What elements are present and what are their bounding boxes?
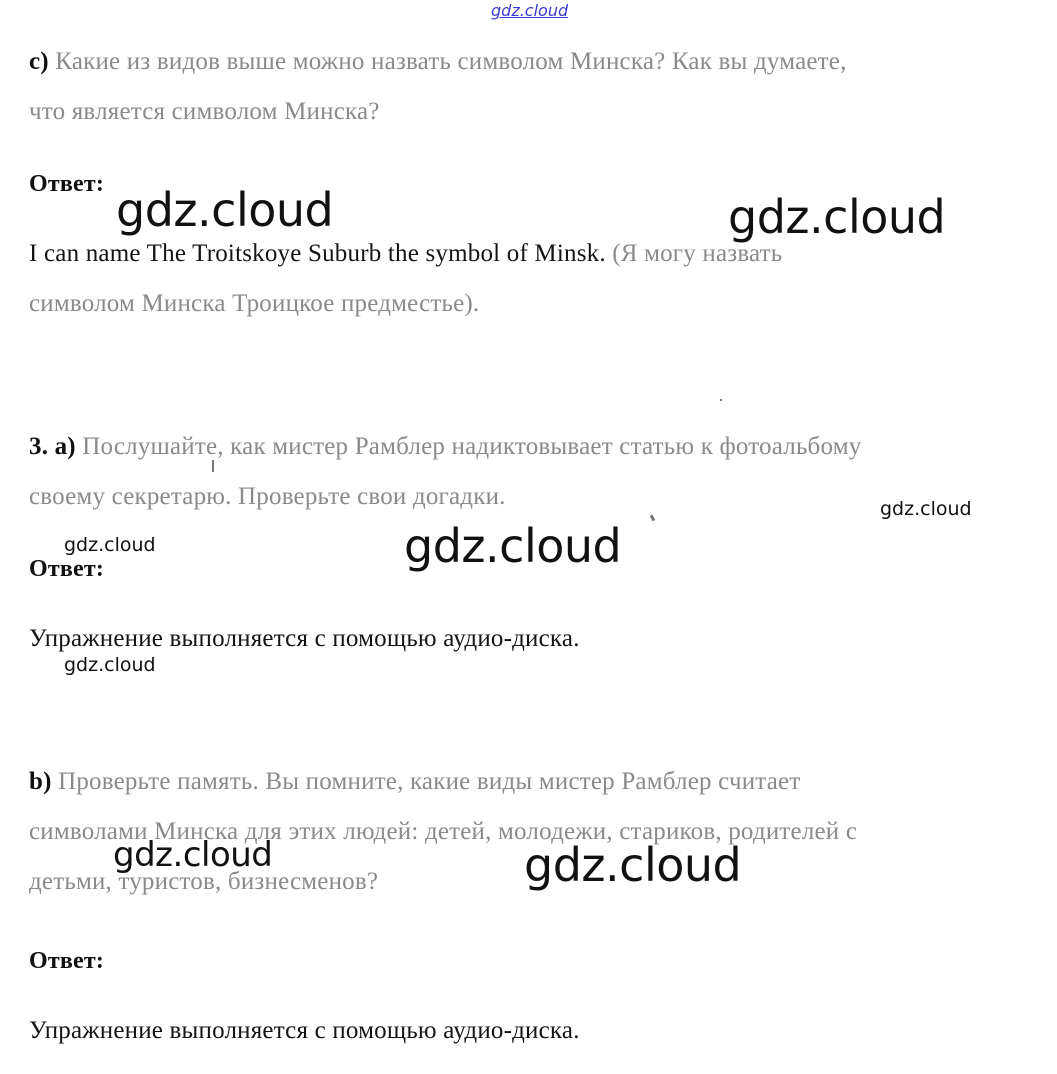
watermark: gdz.cloud	[64, 534, 156, 556]
section-3b-question-line2: символами Минска для этих людей: детей, молодежи, стариков, родителей с	[29, 818, 858, 845]
section-3a-answer-label: Ответ:	[29, 556, 105, 582]
section-3b-label: b)	[29, 768, 52, 795]
section-3b-question-line1	[29, 767, 800, 797]
section-3a-question-line1	[29, 432, 861, 462]
scan-speck	[212, 460, 214, 472]
watermark: gdz.cloud	[728, 190, 946, 244]
section-c-answer-line2: символом Минска Троицкое предместье).	[29, 290, 480, 317]
section-c-answer-en: I can name The Troitskoye Suburb the symbol of Minsk.	[29, 240, 606, 267]
watermark: gdz.cloud	[113, 835, 273, 875]
watermark: gdz.cloud	[880, 498, 972, 520]
section-3a-question-text: Послушайте, как мистер Рамблер надиктовывает статью к фотоальбому	[82, 433, 862, 460]
section-c-label: c)	[29, 48, 49, 75]
watermark: gdz.cloud	[404, 519, 622, 573]
section-c-answer-line1	[29, 239, 782, 269]
watermark: gdz.cloud	[116, 183, 334, 237]
section-3b-question-line3: детьми, туристов, бизнесменов?	[29, 868, 379, 895]
section-c-answer-ru-start: (Я могу назвать	[612, 240, 783, 267]
section-3a-answer-text: Упражнение выполняется с помощью аудио-диска.	[29, 625, 580, 652]
section-c-question-text: Какие из видов выше можно назвать символом Минска? Как вы думаете,	[55, 48, 847, 75]
section-3b-answer-label: Ответ:	[29, 948, 105, 974]
scan-speck	[720, 399, 722, 401]
scan-speck	[650, 515, 656, 522]
section-3b-answer-text: Упражнение выполняется с помощью аудио-диска.	[29, 1017, 580, 1044]
section-3a-label: 3. a)	[29, 433, 76, 460]
section-3b-question-text: Проверьте память. Вы помните, какие виды мистер Рамблер считает	[58, 768, 801, 795]
section-c-question-line1	[29, 47, 847, 77]
watermark: gdz.cloud	[64, 654, 156, 676]
section-3a-question-line2: своему секретарю. Проверьте свои догадки.	[29, 483, 506, 510]
top-watermark: gdz.cloud	[491, 1, 569, 20]
section-c-question-line2: что является символом Минска?	[29, 98, 380, 125]
watermark: gdz.cloud	[524, 838, 742, 892]
section-c-answer-label: Ответ:	[29, 171, 105, 197]
